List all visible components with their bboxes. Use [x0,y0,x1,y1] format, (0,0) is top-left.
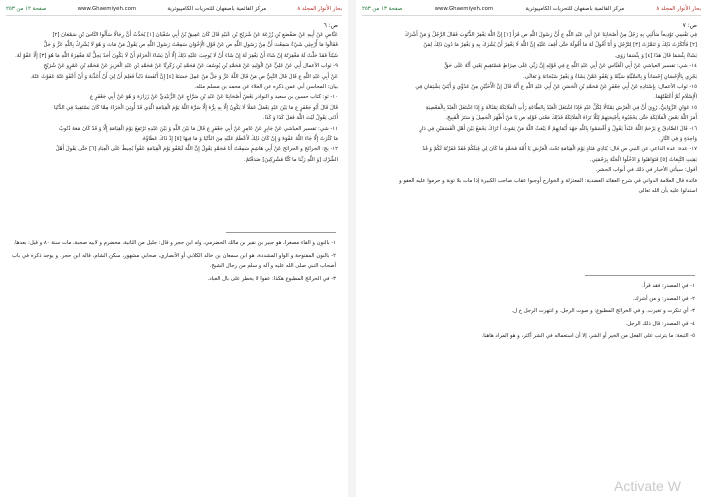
text-line: ١٤- شي: تفسير العياشي عَنْ أَبِي الْعَبَّاسِ عَنْ أَبِي عَبْدِ اللَّهِ ع فِي قَوْلِهِ إِنَّ رَبِّي عَلَى صِرَاطٍ مُسْتَقِيمٍ يَعْنِي أَنَّهُ عَلَى حَقٍّ [444,63,697,70]
text-line: ١٦- قَالَ الصَّادِقُ ع يَرْحَمُ اللَّهُ عَبْداً يَقُولُ وَ أَقْسَمُوا بِاللَّهِ جَهْدَ أَيْمَانِهِمْ لَا يَبْعَثُ اللَّهُ مَنْ يَمُوتُ أَ تُرَاكَ يَجْمَعُ بَيْنَ أَهْلِ الْقَسَمَيْنِ فِي دَارٍ [419,125,697,132]
footnote: ٢- بالنون المفتوحة و الواو المشددة، هو ابن سمعان بن خالد الكلابي أو الأنصاري، صحابي مشهور، سكن الشام، قاله ابن حجر. و يوجد ذكره في باب أصحاب النبي صلى الله عليه و آله و سلم من رجال الشيخ. [12,252,336,269]
footnote: ٥- التبعة: ما يترتب على الفعل من الخير أو الشر، إلا أن استعماله في الشر أكثر، و هو المراد هاهنا. [481,333,695,339]
footnotes [12,238,336,286]
page-gutter [348,0,356,497]
header-divider [6,15,342,16]
text-line: مَا كَثُرَتْ إِلَّا جَاءَ اللَّهُ عَفْوَهُ وَ إِنْ كَانَ ذَلِكَ لَأَعْظَمُ عَلَيْهِ مِنَ الدُّنْيَا وَ مَا فِيهَا [٥] إِذْ ذَاكَ عَطَاؤُهُ. [141,136,338,143]
page-header [6,4,342,13]
header-divider [362,15,701,16]
text-line: بَقِيَتِ التَّبِعَاتُ [٥] فَتَوَاهَبُوا وَ ادْخُلُوا الْجَنَّةَ بِرَحْمَتِي. [589,156,697,163]
text-line: يَشَاءُ بِئْسَمَا قَالَ هَذَا [٤] وَ بِئْسَمَا رَوَى. [614,52,697,59]
footnotes [368,281,695,344]
footnote: ٣- أي تنكرت و تغيرت. و في الخرائج المطبوع: و صوت الرجل. و انتهرت الرجل خ ل. [511,308,695,314]
footnote-divider [585,275,695,276]
text-line: ١٠- ثو: كتاب حسين بن سعيد و النوادر بَعْضُ أَصْحَابِنَا عَنْ عَبْدِ بْنِ سَرَّاجٍ عَنْ الزُّبَيْدِيِّ عَنْ زَرَارَةَ وَ هُوَ عَنْ أَبِي جَعْفَرٍ ع [89,94,338,101]
page-left [0,0,348,497]
page-label: ص: ٧ [682,22,697,29]
text-line: فائدة قال العلامة الدواني في شرح العقائد العضدية: المعتزلة و الخوارج أوجبوا عقاب صاحب الكبيرة إذا مات بلا توبة و حرموا عليه العفو و [399,177,697,184]
page-right [356,0,707,497]
header-center-title: مركز القائمية باصفهان للتحريات الكامپيوترية [167,5,267,12]
footnote: ٣- في الخرائج المطبوع هكذا: عفوا لا يخطر على بال العباد. [207,275,336,282]
text-line: ٩- ثواب الأعمال أَبِي عَنْ عَلِيٍّ عَنْ الْوَلِيدِ عَنْ مُحَمَّدِ بْنِ يُوسُفَ عَنْ مُحَمَّدِ بْنِ زَكَرِيَّا عَنْ مُحَمَّدِ بْنِ عَبْدِ الْعَزِيزِ عَنْ مُحَمَّدِ بْنِ عَمْرٍو عَنْ شُرَيْحٍ [43,63,338,70]
footnote: ١- في المصدر: فقد قرأ. [642,283,695,289]
footnote: ١- بالنون و الفاء مصغرا، هو جبير بن نفير بن مالك الحضرمي، وله ابن حجر و قال: جليل من الثانية، مخضرم و لابيه صحبة، مات سنة ٨٠ و قيل: بعدها. [13,240,336,246]
main-text [10,31,338,166]
header-site[interactable]: www.Ghaemiyeh.com [434,5,494,12]
main-text [366,31,697,198]
text-line: أقول: سيأتي الأخبار في ذلك في أبواب الحشر. [595,167,697,174]
text-line: فِي نَفْسِي تَوْدِيعاً سَأَلَنِي بِهِ رَجُلٌ مِنْ أَصْحَابِنَا عَنْ أَبِي عَبْدِ اللَّهِ ع أَنَّ رَسُولَ اللَّهِ ص قَرَأَ [١] إِنَّ اللَّهَ يَغْفِرُ الذُّنُوبَ فَقَالَ الرَّجُلُ وَ مَنْ أَشْرَكَ [404,32,697,38]
text-line: الْإِسْلَامِ ثُمَّ أَعْتَقْتُهُمَا. [653,94,697,101]
text-line: ١٢- يج: الخرائج و الجرائح عَنْ أَبِي هَاشِمٍ سَمِعْتُ أَبَا مُحَمَّدٍ يَقُولُ إِنَّ اللَّهَ لَيَعْفُو يَوْمَ الْقِيَامَةِ عَفْواً يُحِيطُ عَلَى الْعِبَادِ [٦] حَتَّى يَقُولَ أَهْلُ [55,146,338,153]
text-line: قَالَ قَالَ أَبُو جَعْفَرٍ ع مَا بَيْنَ عَبْدٍ يَعْمَلُ عَمَلًا لَا يَكُونُ إِلَّا بِهِ بِرُّهُ إِلَّا سَرَّهُ اللَّهُ يَوْمَ الْقِيَامَةِ الَّذِي قَدْ أُوتِيَ الْجَزَاءَ مِمَّا كَانَ يَسْتَفِيدُ فِي الدُّنْيَا [54,104,338,111]
footnote: ٤- في المصدر: قال ذلك الرجل. [625,320,695,327]
header-site[interactable]: www.Ghaemiyeh.com [77,5,137,12]
footnote-divider [226,232,336,233]
text-line: ١٧- عدة: عدة الداعي عن النبي ص قال: يُنَادِي مُنَادٍ يَوْمَ الْقِيَامَةِ تَحْتَ الْعَرْشِ يَا أُمَّةَ مُحَمَّدٍ مَا كَانَ لِي قِبَلَكُمْ فَقَدْ غَفَرْتُهُ لَكُمْ وَ قَدْ [422,146,697,153]
page-label: ص: ٦ [323,22,338,29]
footnote: ٢- في المصدر: و من أشرك. [632,295,695,302]
header-page-number: صفحة ١٣ من ٢٥٣ [362,5,403,12]
text-line: [٢] فَأَنْكَرْتُ ذَلِكَ وَ تَنَمَّرْتُ [٣] لِلرَّجُلِ وَ أَنَا أَقُولُ لَهُ مَا أُقُولُهُ حَتَّى أَقِفَ عَلَيْهِ إِنَّ اللَّهَ لَا يَغْفِرُ أَنْ يُشْرَكَ بِهِ وَ يَغْفِرُ مَا دُونَ ذَلِكَ لِمَنْ [423,42,697,49]
text-line: يَجْزِي بِالْإِحْسَانِ إِحْسَاناً وَ بِالسَّيِّئَةِ سَيِّئَةً وَ يَعْفُو عَمَّنْ يَشَاءُ وَ يَغْفِرُ سُبْحَانَهُ وَ تَعَالَى. [523,73,697,80]
text-line: استدلوا عليه بأن الله تعالى [638,188,697,195]
text-line: شَيْئاً فَقَدْ حَلَّتْ لَهُ مَغْفِرَتُهُ إِنْ شَاءَ أَنْ يَغْفِرَ لَهُ إِنْ شَاءَ أَنْ لَا يُوجِبَ عَلَيْهِ ذَلِكَ إِلَّا أَنْ يَشَاءَ الْحَرَامَ أَنْ لَا يَكُونَ أَحَدٌ يَحِلُّ لَهُ مَغْفِرَةُ اللَّهِ مَا هُوَ [٣] إِلَّا عَفْوٌ لَهُ. [15,52,338,59]
page-header [362,4,701,13]
text-line: أَمَرَ اللَّهُ بَعْضَ الْمَلَائِكَةِ حَتَّى يَحْجُبُوهُ بِأَجْنِحَتِهِمْ لِئَلَّا تَرَاهُ الْمَلَائِكَةُ فَذَلِكَ مَعْنَى قَوْلِهِ ص يَا مَنْ أَظْهَرَ الْجَمِيلَ وَ سَتَرَ الْقَبِيحَ. [445,115,697,122]
text-line: أَدْنَى يَقُولُ لَيْتَ اللَّهَ فَعَلَ كَذَا وَ كَذَا. [262,115,338,122]
header-book-title: بحار الأنوار المجلد ٨ [656,5,701,12]
header-book-title: بحار الأنوار المجلد ٨ [297,5,342,12]
text-line: بيان: المحاسن أبي عمن ذكره عن العلاء عن محمد بن مسلم مثله. [194,84,338,91]
text-line: عَبَّاسٍ عَنْ أَبِيهِ عَنْ صَفْصَعِ بْنِ زُرْعَةَ عَنْ شُرَيْحِ بْنِ عُبَيْدٍ قَالَ كَانَ عَمِيقٌ بْنُ أَبِي سُفْيَانَ [١] يُحَدِّثُ أَنَّ رِجَالًا سَأَلُوا النَّاسَ بْنِ سَمْعَانَ [٢] [52,32,338,38]
activate-windows-watermark: Activate W [614,478,681,494]
text-line: ١٥ عَوَانٍ الزَّوَانِيُّ، رُوِيَ أَنَّ فِي الْعَرْشِ تِمْثَالًا لِكُلِّ عَبْدٍ فَإِذَا اشْتَغَلَ الْعَبْدُ بِالطَّاعَةِ رَأَتِ الْمَلَائِكَةُ تِمْثَالَهُ وَ إِذَا اشْتَغَلَ الْعَبْدُ بِالْمَعْصِيَةِ [425,104,697,111]
text-line: وَاحِدَةٍ وَ فِي النَّارِ. [659,136,697,143]
header-center-title: مركز القائمية باصفهان للتحريات الكامپيوترية [525,5,625,12]
text-line: ١١- شي: تفسير العياشي عَنْ جَابِرٍ عَنْ عَامِرٍ عَنْ أَبِي جَعْفَرٍ ع قَالَ مَا بَيْنَ اللَّهِ وَ بَيْنَ عَبْدِهِ تَرْتَفِعُ يَوْمَ الْقِيَامَةِ إِلَّا وَ قَدْ كَانَ مَعَهُ ذُنُوبٌ [58,125,338,132]
text-line: فَقَالُوا مَا أُرْجِئِي شَيْءٌ سَمِعْتَ أَنَّ مِنْ رَسُولِ اللَّهِ ص عَنْ قَوْلِ الْإِخْوَانِ سَمِعْتُ رَسُولَ اللَّهِ ص يَقُولُ مَنْ مَاتَ وَ هُوَ لَا يُشْرِكُ بِاللَّهِ عَزَّ وَ جَلَّ [43,42,338,49]
text-line: الشِّرْكِ [وَ اللَّهِ رَبِّنا ما كُنَّا مُشْرِكِينَ] صَدَقْتُمْ. [244,156,338,163]
text-line: ١٥- ثواب الأعمال: بِإِسْنَادِهِ عَنْ أَبِي جَعْفَرٍ عَنْ مُحَمَّدِ بْنِ الْحَسَنِ عَنْ أَبِي عَبْدِ اللَّهِ ع أَنَّهُ قَالَ إِنَّ الْأُخَبَّيْنِ مِنْ عَدُوِّي وَ أَبْنَيْ يَشْتِمَانِ فِي [415,84,697,91]
text-line: عَنْ أَبِي عَبْدِ اللَّهِ ع قَالَ قَالَ النَّبِيُّ ص مَنْ قَالَ اللَّهُ عَزَّ وَ جَلَّ مَنْ عَمِلَ حَسَنَةً [٤] إِنَّ أَنْفَسَهُ ذَنْباً فَعَلِمَ أَنْ لِيَ أَنْ أُعَذِّبَهُ وَ أَنْ أَعْفُوَ عَنْهُ عَفَوْتُ عَنْهُ. [30,73,338,80]
header-page-number: صفحة ١٢ من ٢٥٣ [6,5,47,12]
